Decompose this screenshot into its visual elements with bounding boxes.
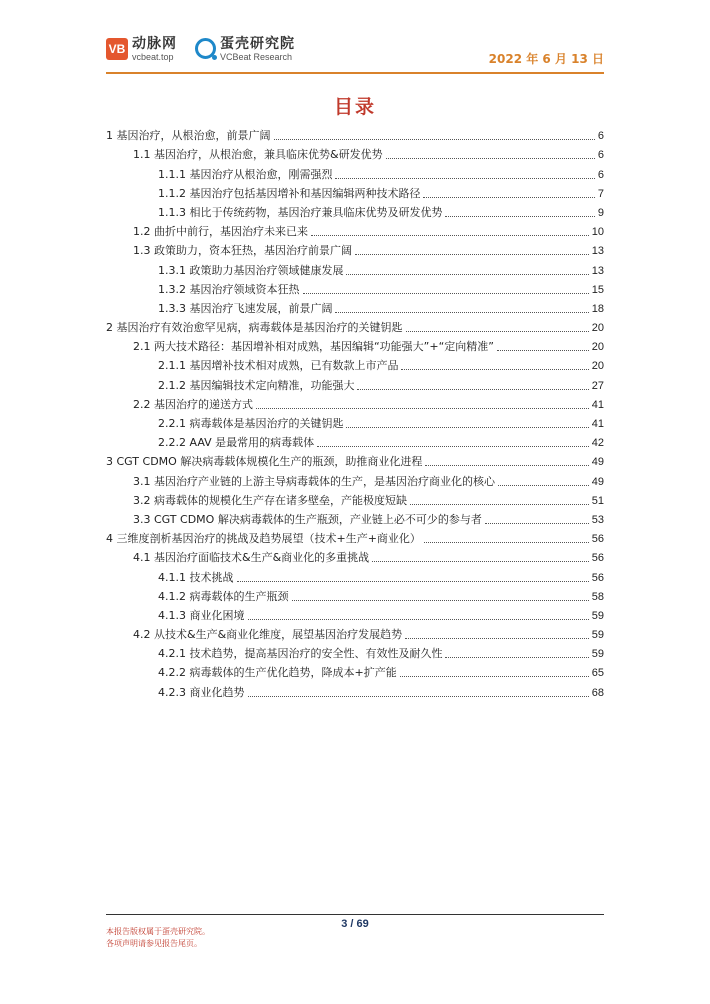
toc-entry[interactable] <box>106 680 604 699</box>
toc-entry-page: 65 <box>591 667 604 680</box>
toc-entry-title: 3 CGT CDMO 解决病毒载体规模化生产的瓶颈，助推商业化进程 <box>106 455 423 469</box>
toc-leader-dots <box>303 293 589 294</box>
toc-leader-dots <box>292 600 589 601</box>
toc-leader-dots <box>274 139 595 140</box>
research-brand-en: VCBeat Research <box>220 52 293 62</box>
toc-entry-title: 2.2.1 病毒载体是基因治疗的关键钥匙 <box>158 417 344 430</box>
toc-leader-dots <box>406 331 589 332</box>
toc-leader-dots <box>425 465 588 466</box>
copyright-line: 本报告版权属于蛋壳研究院。 <box>106 927 210 936</box>
toc-entry[interactable] <box>106 162 604 181</box>
toc-leader-dots <box>423 197 594 198</box>
toc-entry[interactable] <box>106 316 604 335</box>
toc-entry-title: 2.1 两大技术路径：基因增补相对成熟，基因编辑“功能强大”+“定向精准” <box>133 340 494 354</box>
toc-leader-dots <box>237 581 589 582</box>
page-header <box>0 0 710 78</box>
toc-leader-dots <box>355 254 589 255</box>
page-number: 3 / 69 <box>341 918 369 930</box>
toc-entry-page: 13 <box>591 245 604 258</box>
toc-entry[interactable] <box>106 661 604 680</box>
toc-entry[interactable] <box>106 354 604 373</box>
toc-leader-dots <box>497 350 589 351</box>
toc-entry-title: 4.2.1 技术趋势，提高基因治疗的安全性、有效性及耐久性 <box>158 647 443 661</box>
toc-leader-dots <box>346 427 588 428</box>
toc-leader-dots <box>317 446 589 447</box>
toc-leader-dots <box>445 657 588 658</box>
toc-entry-page: 20 <box>591 341 604 354</box>
toc-leader-dots <box>248 696 589 697</box>
toc-entry-page: 20 <box>591 360 604 373</box>
toc-entry-page: 9 <box>597 206 604 219</box>
table-of-contents <box>106 124 604 700</box>
toc-entry-page: 41 <box>591 418 604 430</box>
toc-leader-dots <box>248 619 589 620</box>
toc-leader-dots <box>445 216 594 217</box>
toc-entry-title: 2.1.1 基因增补技术相对成熟，已有数款上市产品 <box>158 359 399 373</box>
toc-entry[interactable] <box>106 278 604 297</box>
toc-entry[interactable] <box>106 258 604 277</box>
vcbeat-brand-url: vcbeat.top <box>132 52 174 62</box>
toc-leader-dots <box>335 312 588 313</box>
toc-entry-title: 1.3.1 政策助力基因治疗领域健康发展 <box>158 263 344 277</box>
toc-entry[interactable] <box>106 143 604 162</box>
toc-entry[interactable] <box>106 412 604 431</box>
toc-entry-page: 59 <box>591 648 604 661</box>
toc-leader-dots <box>485 523 589 524</box>
toc-leader-dots <box>424 542 589 543</box>
toc-entry[interactable] <box>106 297 604 316</box>
toc-entry-page: 53 <box>591 513 604 526</box>
vcbeat-logo-icon: VB <box>106 38 128 60</box>
toc-entry[interactable] <box>106 508 604 527</box>
toc-entry-page: 49 <box>591 475 604 488</box>
toc-entry-title: 4.2.2 病毒载体的生产优化趋势，降成本+扩产能 <box>158 666 397 680</box>
toc-entry-title: 3.1 基因治疗产业链的上游主导病毒载体的生产，是基因治疗商业化的核心 <box>133 474 495 488</box>
toc-leader-dots <box>346 274 588 275</box>
toc-entry-title: 1.3 政策助力，资本狂热，基因治疗前景广阔 <box>133 244 352 258</box>
toc-entry-title: 1.3.2 基因治疗领域资本狂热 <box>158 282 300 296</box>
toc-entry-page: 6 <box>597 149 604 162</box>
toc-entry-page: 18 <box>591 302 604 315</box>
toc-entry[interactable] <box>106 623 604 642</box>
vcbeat-brand <box>132 36 177 63</box>
toc-leader-dots <box>311 235 589 236</box>
footer-divider <box>106 914 604 915</box>
vcbeat-brand-name: 动脉网 <box>132 36 177 52</box>
toc-entry-title: 4.2.3 商业化趋势 <box>158 685 245 699</box>
toc-entry-page: 10 <box>591 226 604 239</box>
toc-entry[interactable] <box>106 642 604 661</box>
toc-leader-dots <box>357 389 588 390</box>
toc-leader-dots <box>405 638 589 639</box>
toc-entry-title: 1 基因治疗，从根治愈，前景广阔 <box>106 129 271 143</box>
toc-entry[interactable] <box>106 220 604 239</box>
page-title: 目录 <box>333 96 376 118</box>
toc-leader-dots <box>372 561 589 562</box>
toc-entry-title: 4.1.1 技术挑战 <box>158 570 234 584</box>
toc-entry-page: 42 <box>591 437 604 450</box>
research-brand <box>220 36 295 63</box>
toc-entry-title: 2.2 基因治疗的递送方式 <box>133 397 253 411</box>
report-date: 2022 年 6 月 13 日 <box>488 52 604 66</box>
toc-entry-page: 58 <box>591 590 604 603</box>
toc-entry-title: 1.1.3 相比于传统药物，基因治疗兼具临床优势及研发优势 <box>158 205 443 219</box>
toc-entry-title: 4.1.3 商业化困境 <box>158 608 245 622</box>
toc-entry-page: 59 <box>591 609 604 622</box>
toc-entry-page: 56 <box>591 571 604 584</box>
toc-leader-dots <box>401 369 588 370</box>
toc-entry-title: 1.3.3 基因治疗飞速发展，前景广阔 <box>158 301 333 315</box>
toc-entry-title: 1.2 曲折中前行，基因治疗未来已来 <box>133 225 308 239</box>
toc-entry-page: 7 <box>597 187 604 200</box>
toc-entry-title: 2 基因治疗有效治愈罕见病，病毒载体是基因治疗的关键钥匙 <box>106 321 403 335</box>
toc-entry[interactable] <box>106 527 604 546</box>
toc-leader-dots <box>410 504 589 505</box>
copyright-note <box>106 926 210 950</box>
toc-entry-page: 51 <box>591 494 604 507</box>
toc-entry-page: 6 <box>597 130 604 143</box>
toc-entry[interactable] <box>106 546 604 565</box>
toc-entry-page: 49 <box>591 456 604 469</box>
toc-leader-dots <box>256 408 589 409</box>
toc-entry-page: 56 <box>591 533 604 546</box>
toc-entry[interactable] <box>106 201 604 220</box>
toc-entry[interactable] <box>106 450 604 469</box>
toc-entry-title: 4.1 基因治疗面临技术&生产&商业化的多重挑战 <box>133 551 370 565</box>
toc-entry-title: 4.2 从技术&生产&商业化维度，展望基因治疗发展趋势 <box>133 628 403 642</box>
toc-entry[interactable] <box>106 373 604 392</box>
toc-entry-page: 41 <box>591 398 604 411</box>
research-brand-name: 蛋壳研究院 <box>220 36 295 52</box>
toc-entry-title: 2.1.2 基因编辑技术定向精准，功能强大 <box>158 378 355 392</box>
toc-entry-page: 15 <box>591 283 604 296</box>
research-logo-icon <box>195 38 216 59</box>
toc-entry-page: 13 <box>591 264 604 277</box>
toc-entry[interactable] <box>106 393 604 412</box>
toc-entry[interactable] <box>106 124 604 143</box>
toc-entry-title: 3.3 CGT CDMO 解决病毒载体的生产瓶颈，产业链上必不可少的参与者 <box>133 512 482 526</box>
toc-entry-title: 1.1.1 基因治疗从根治愈，刚需强烈 <box>158 167 333 181</box>
toc-entry[interactable] <box>106 469 604 488</box>
toc-entry-page: 59 <box>591 629 604 642</box>
toc-entry-page: 6 <box>597 168 604 181</box>
toc-entry-title: 1.1 基因治疗，从根治愈，兼具临床优势&研发优势 <box>133 148 383 162</box>
toc-entry-title: 3.2 病毒载体的规模化生产存在诸多壁垒，产能极度短缺 <box>133 493 407 507</box>
toc-entry-page: 68 <box>591 686 604 699</box>
toc-entry[interactable] <box>106 604 604 623</box>
toc-entry-page: 56 <box>591 552 604 565</box>
toc-leader-dots <box>335 178 594 179</box>
toc-entry[interactable] <box>106 335 604 354</box>
toc-entry[interactable] <box>106 182 604 201</box>
toc-entry[interactable] <box>106 565 604 584</box>
toc-entry-page: 27 <box>591 379 604 392</box>
toc-entry-title: 2.2.2 AAV 是最常用的病毒载体 <box>158 436 315 450</box>
toc-leader-dots <box>386 158 595 159</box>
toc-entry[interactable] <box>106 431 604 450</box>
toc-entry-title: 1.1.2 基因治疗包括基因增补和基因编辑两种技术路径 <box>158 186 421 200</box>
toc-entry[interactable] <box>106 489 604 508</box>
toc-entry[interactable] <box>106 239 604 258</box>
header-divider <box>106 72 604 74</box>
toc-entry-page: 20 <box>591 322 604 335</box>
toc-leader-dots <box>400 676 589 677</box>
toc-entry-title: 4.1.2 病毒载体的生产瓶颈 <box>158 589 289 603</box>
toc-entry-title: 4 三维度剖析基因治疗的挑战及趋势展望（技术+生产+商业化） <box>106 532 421 546</box>
disclaimer-line: 各项声明请参见报告尾页。 <box>106 939 202 948</box>
toc-leader-dots <box>498 485 589 486</box>
toc-entry[interactable] <box>106 585 604 604</box>
